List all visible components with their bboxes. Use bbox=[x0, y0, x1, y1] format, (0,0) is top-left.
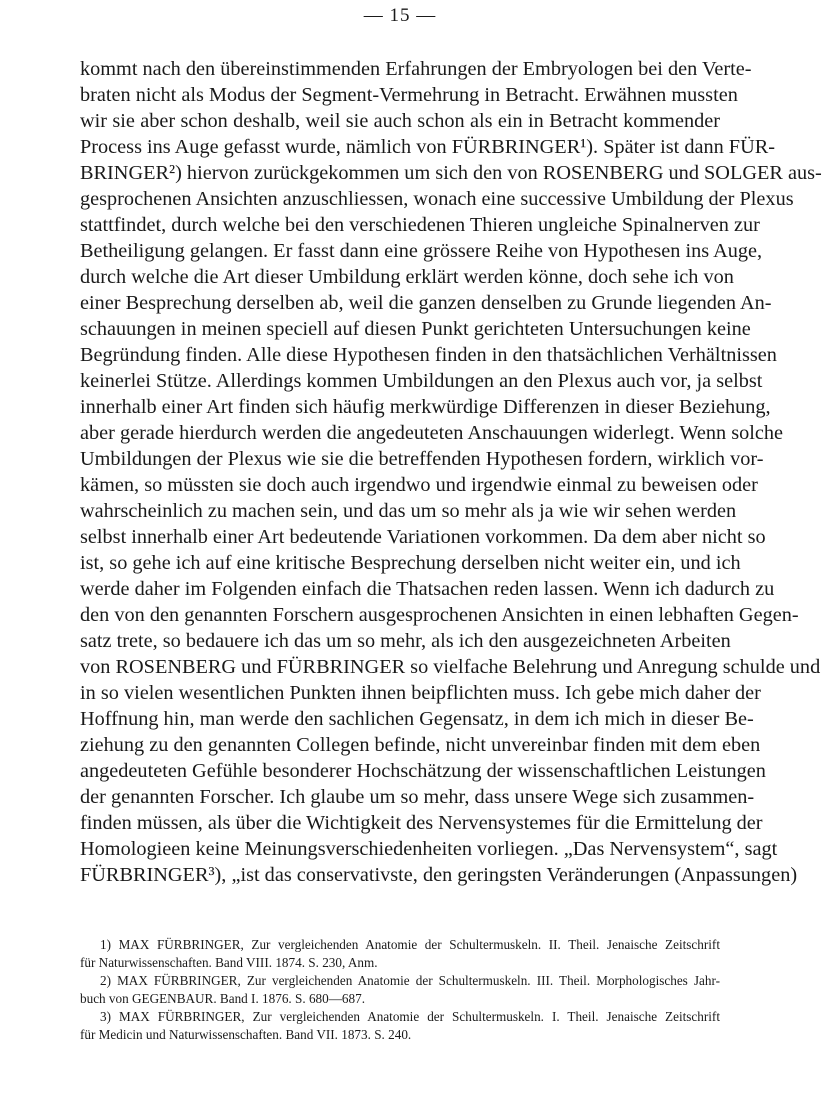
text-line: kommt nach den übereinstimmenden Erfahrungen der Embryologen bei den Verte- bbox=[80, 58, 752, 80]
text-line: BRINGER²) hiervon zurückgekommen um sich den von ROSENBERG und SOLGER aus- bbox=[80, 162, 822, 184]
text-line: braten nicht als Modus der Segment-Vermehrung in Betracht. Erwähnen mussten bbox=[80, 84, 738, 106]
text-line: Umbildungen der Plexus wie sie die betreffenden Hypothesen fordern, wirklich vor- bbox=[80, 448, 764, 470]
text-line: Process ins Auge gefasst wurde, nämlich von FÜRBRINGER¹). Später ist dann FÜR- bbox=[80, 136, 776, 158]
text-line: FÜRBRINGER³), „ist das conservativste, den geringsten Veränderungen (Anpassungen) bbox=[80, 864, 798, 886]
text-line: den von den genannten Forschern ausgesprochenen Ansichten in einen lebhaften Gegen- bbox=[80, 604, 799, 626]
footnote-1-continuation: für Naturwissenschaften. Band VIII. 1874. S. 230, Anm. bbox=[80, 955, 378, 970]
text-line: Hoffnung hin, man werde den sachlichen Gegensatz, in dem ich mich in dieser Be- bbox=[80, 708, 754, 730]
text-line: wir sie aber schon deshalb, weil sie auch schon als ein in Betracht kommender bbox=[80, 110, 720, 132]
text-line: keinerlei Stütze. Allerdings kommen Umbildungen an den Plexus auch vor, ja selbst bbox=[80, 370, 763, 392]
text-line: schauungen in meinen speciell auf diesen Punkt gerichteten Untersuchungen keine bbox=[80, 318, 751, 340]
text-line: finden müssen, als über die Wichtigkeit des Nervensystemes für die Ermittelung der bbox=[80, 812, 763, 834]
footnotes bbox=[80, 936, 720, 1044]
text-line: angedeuteten Gefühle besonderer Hochschätzung der wissenschaftlichen Leistungen bbox=[80, 760, 766, 782]
text-line: werde daher im Folgenden einfach die Thatsachen reden lassen. Wenn ich dadurch zu bbox=[80, 578, 775, 600]
text-line: Begründung finden. Alle diese Hypothesen finden in den thatsächlichen Verhältnissen bbox=[80, 344, 777, 366]
text-line: selbst innerhalb einer Art bedeutende Variationen vorkommen. Da dem aber nicht so bbox=[80, 526, 766, 548]
text-line: von ROSENBERG und FÜRBRINGER so vielfache Belehrung und Anregung schulde und bbox=[80, 656, 821, 678]
footnote-1: 1) MAX FÜRBRINGER, Zur vergleichenden Anatomie der Schultermuskeln. II. Theil. Jenaische Zeitschrift bbox=[100, 937, 720, 952]
footnote-3: 3) MAX FÜRBRINGER, Zur vergleichenden Anatomie der Schultermuskeln. I. Theil. Jenaische Zeitschrift bbox=[100, 1009, 720, 1024]
text-line: gesprochenen Ansichten anzuschliessen, wonach eine successive Umbildung der Plexus bbox=[80, 188, 794, 210]
text-line: in so vielen wesentlichen Punkten ihnen beipflichten muss. Ich gebe mich daher der bbox=[80, 682, 761, 704]
text-line: satz trete, so bedauere ich das um so mehr, als ich den ausgezeichneten Arbeiten bbox=[80, 630, 731, 652]
footnote-2: 2) MAX FÜRBRINGER, Zur vergleichenden Anatomie der Schultermuskeln. III. Theil. Morphologisches Jahr- bbox=[100, 973, 720, 988]
text-line: einer Besprechung derselben ab, weil die ganzen denselben zu Grunde liegenden An- bbox=[80, 292, 772, 314]
text-line: durch welche die Art dieser Umbildung erklärt werden könne, doch sehe ich von bbox=[80, 266, 734, 288]
body-text bbox=[80, 56, 822, 888]
page-number-header: — 15 — bbox=[363, 5, 437, 26]
footnote-2-continuation: buch von GEGENBAUR. Band I. 1876. S. 680—687. bbox=[80, 991, 365, 1006]
text-line: innerhalb einer Art finden sich häufig merkwürdige Differenzen in dieser Beziehung, bbox=[80, 396, 771, 418]
text-line: der genannten Forscher. Ich glaube um so mehr, dass unsere Wege sich zusammen- bbox=[80, 786, 755, 808]
footnote-3-continuation: für Medicin und Naturwissenschaften. Band VII. 1873. S. 240. bbox=[80, 1027, 412, 1042]
text-line: ist, so gehe ich auf eine kritische Besprechung derselben nicht weiter ein, und ich bbox=[80, 552, 741, 574]
text-line: Homologieen keine Meinungsverschiedenheiten vorliegen. „Das Nervensystem“, sagt bbox=[80, 838, 778, 860]
text-line: kämen, so müssten sie doch auch irgendwo und irgendwie einmal zu beweisen oder bbox=[80, 474, 758, 496]
text-line: ziehung zu den genannten Collegen befinde, nicht unvereinbar finden mit dem eben bbox=[80, 734, 761, 756]
text-line: wahrscheinlich zu machen sein, und das um so mehr als ja wie wir sehen werden bbox=[80, 500, 737, 522]
text-line: aber gerade hierdurch werden die angedeuteten Anschauungen widerlegt. Wenn solche bbox=[80, 422, 784, 444]
text-line: stattfindet, durch welche bei den verschiedenen Thieren ungleiche Spinalnerven zur bbox=[80, 214, 760, 236]
text-line: Betheiligung gelangen. Er fasst dann eine grössere Reihe von Hypothesen ins Auge, bbox=[80, 240, 763, 262]
